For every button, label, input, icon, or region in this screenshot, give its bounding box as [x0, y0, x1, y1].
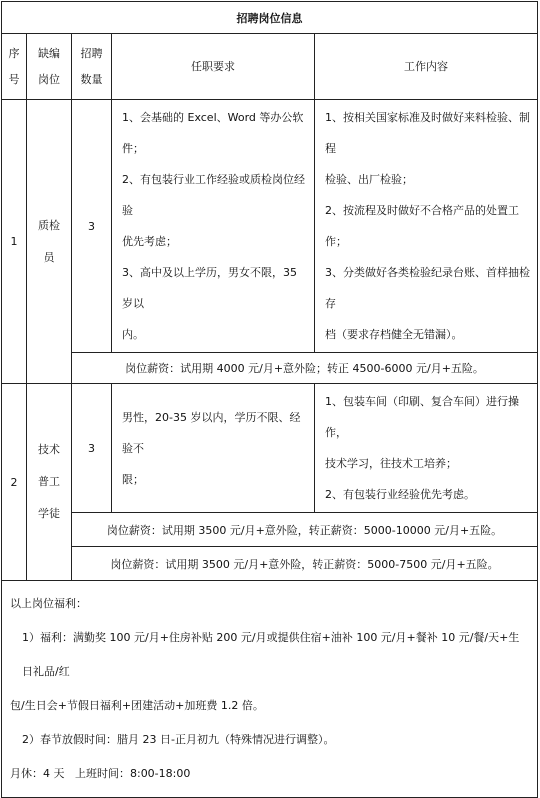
requirement-line: 限； — [122, 472, 144, 486]
requirement-line: 1、会基础的 Excel、Word 等办公软件； — [122, 111, 304, 155]
benefit-line: 包/生日会+节假日福利+团建活动+加班费 1.2 倍。 — [10, 699, 264, 712]
table-row — [2, 100, 538, 353]
position-line: 员 — [43, 250, 55, 264]
table-title: 招聘岗位信息 — [2, 2, 538, 34]
salary-text: 岗位薪资：试用期 3500 元/月+意外险，转正薪资：5000-10000 元/月+五险。 — [72, 513, 538, 547]
salary-text: 岗位薪资：试用期 3500 元/月+意外险，转正薪资：5000-7500 元/月+五险。 — [72, 547, 538, 581]
row-seq: 2 — [2, 384, 27, 581]
header-duties: 工作内容 — [315, 34, 538, 100]
duty-line: 技术学习，往技术工培养； — [325, 457, 457, 470]
requirement-line: 优先考虑； — [122, 235, 177, 248]
title-row — [2, 2, 538, 34]
duty-line: 档（要求存档健全无错漏）。 — [325, 328, 463, 341]
header-seq-line: 序 — [8, 46, 20, 60]
benefits-block — [2, 581, 538, 798]
header-requirements: 任职要求 — [112, 34, 315, 100]
duty-line: 检验、出厂检验； — [325, 173, 413, 186]
benefits-row — [2, 581, 538, 798]
benefit-line: 1）福利：满勤奖 100 元/月+住房补贴 200 元/月或提供住宿+油补 100 元/月+餐补 10 元/餐/天+生日礼品/红 — [22, 631, 520, 678]
salary-row — [2, 513, 538, 547]
row-position — [27, 384, 72, 581]
table-row — [2, 384, 538, 513]
row-duties — [315, 100, 538, 353]
row-position — [27, 100, 72, 384]
salary-row — [2, 547, 538, 581]
header-seq — [2, 34, 27, 100]
row-duties — [315, 384, 538, 513]
header-count-line: 数量 — [80, 72, 103, 86]
row-requirements — [112, 384, 315, 513]
duty-line: 3、分类做好各类检验纪录台账、首样抽检存 — [325, 266, 530, 310]
position-line: 学徒 — [38, 507, 60, 520]
position-line: 普工 — [38, 475, 60, 488]
header-count-line: 招聘 — [80, 46, 103, 60]
salary-text: 岗位薪资：试用期 4000 元/月+意外险；转正 4500-6000 元/月+五险。 — [72, 353, 538, 384]
header-position-line: 岗位 — [38, 72, 60, 86]
duty-line: 1、包装车间（印刷、复合车间）进行操作， — [325, 395, 519, 439]
position-line: 技术 — [38, 443, 60, 456]
duty-line: 1、按相关国家标准及时做好来料检验、制程 — [325, 111, 530, 155]
duty-line: 2、按流程及时做好不合格产品的处置工作； — [325, 204, 519, 248]
header-count — [72, 34, 112, 100]
position-line: 质检 — [38, 218, 60, 232]
header-row — [2, 34, 538, 100]
header-position-line: 缺编 — [38, 46, 60, 60]
benefit-line: 2）春节放假时间：腊月 23 日-正月初九（特殊情况进行调整）。 — [22, 733, 335, 746]
header-seq-line: 号 — [8, 72, 20, 86]
row-count: 3 — [72, 384, 112, 513]
row-seq: 1 — [2, 100, 27, 384]
duty-line: 2、有包装行业经验优先考虑。 — [325, 488, 475, 501]
row-count: 3 — [72, 100, 112, 353]
recruitment-table — [1, 1, 538, 798]
row-requirements — [112, 100, 315, 353]
requirement-line: 3、高中及以上学历，男女不限，35 岁以 — [122, 266, 297, 310]
work-schedule: 月休：4 天 上班时间：8:00-18:00 — [10, 767, 191, 780]
requirement-line: 2、有包装行业工作经验或质检岗位经验 — [122, 173, 305, 217]
salary-row — [2, 353, 538, 384]
requirement-line: 内。 — [122, 328, 144, 341]
requirement-line: 男性，20-35 岁以内，学历不限、经验不 — [122, 410, 301, 455]
recruitment-sheet — [1, 1, 537, 780]
benefits-heading: 以上岗位福利： — [10, 597, 87, 610]
header-position — [27, 34, 72, 100]
